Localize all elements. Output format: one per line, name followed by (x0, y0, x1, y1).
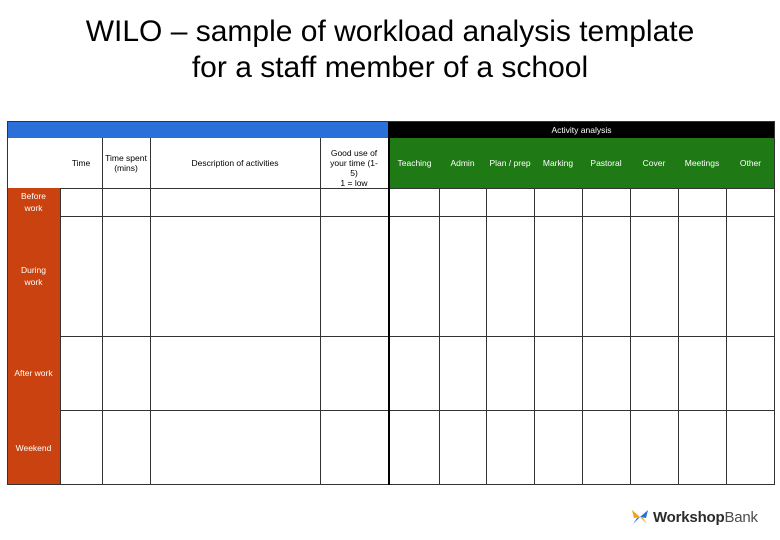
workload-table (7, 121, 775, 485)
grid-line (60, 410, 775, 411)
grid-line (726, 188, 727, 485)
row-weekend: Weekend (7, 410, 60, 485)
activity-cover: Cover (630, 138, 678, 188)
row-after-work: After work (7, 336, 60, 410)
activity-meetings: Meetings (678, 138, 726, 188)
grid-line (102, 138, 103, 485)
workshopbank-logo (630, 506, 758, 528)
logo-word-bold: Workshop (653, 508, 725, 526)
header-time: Time (71, 158, 91, 168)
grid-line (150, 138, 151, 485)
activity-admin: Admin (439, 138, 486, 188)
activity-analysis-banner (388, 121, 775, 138)
grid-line (630, 188, 631, 485)
activity-analysis-label: Activity analysis (551, 124, 612, 135)
header-description: Description of activities (191, 158, 279, 168)
activity-teaching: Teaching (390, 138, 439, 188)
grid-line (388, 138, 390, 485)
title-line-2: for a staff member of a school (191, 51, 589, 84)
activity-pastoral: Pastoral (582, 138, 630, 188)
grid-line (60, 336, 775, 337)
activity-marking: Marking (534, 138, 582, 188)
header-time-spent: Time spent (mins) (105, 153, 147, 173)
grid-line (7, 484, 775, 485)
logo-word-regular: Bank (724, 508, 758, 526)
grid-line (678, 188, 679, 485)
grid-line (7, 121, 775, 122)
blue-banner (7, 121, 388, 138)
grid-line (582, 188, 583, 485)
title-line-1: WILO – sample of workload analysis template (85, 15, 695, 48)
grid-line (534, 188, 535, 485)
grid-line (439, 188, 440, 485)
grid-line (320, 138, 321, 485)
activity-other: Other (726, 138, 775, 188)
butterfly-icon (630, 508, 650, 526)
header-good-use: Good use of your time (1-5) (330, 148, 378, 178)
grid-line (7, 121, 8, 485)
grid-line (774, 121, 775, 485)
grid-line (60, 188, 775, 189)
page-title (0, 14, 780, 86)
grid-line (486, 188, 487, 485)
row-during-work: During work (7, 216, 60, 336)
row-before-work: Before work (7, 188, 60, 216)
grid-line (60, 188, 61, 485)
header-good-use-note: 1 = low (340, 178, 368, 188)
activity-plan-prep: Plan / prep (486, 138, 534, 188)
grid-line (60, 216, 775, 217)
